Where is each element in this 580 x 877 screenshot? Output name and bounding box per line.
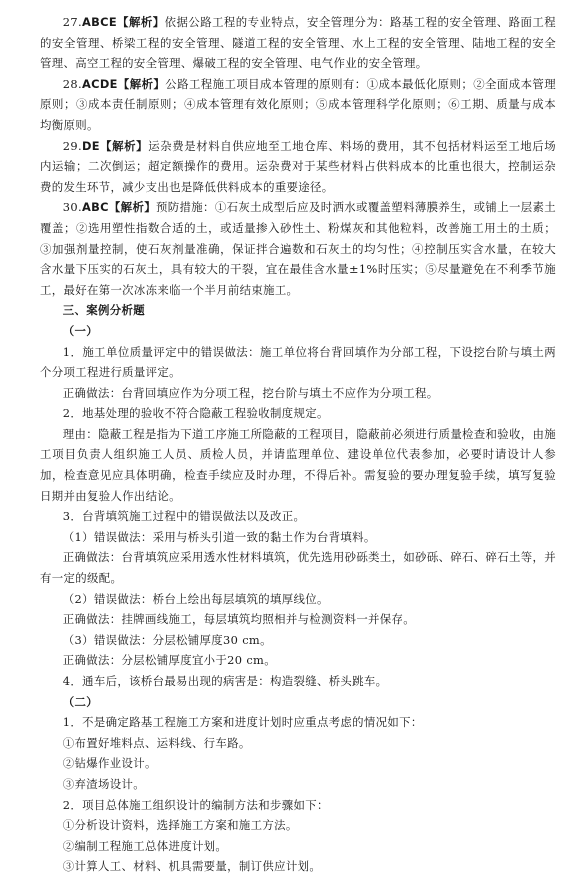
analysis-tag: 【解析】 bbox=[99, 138, 149, 153]
case1-item-3-2-correct: 正确做法：挂牌画线施工，每层填筑均照相并与检测资料一并保存。 bbox=[62, 612, 416, 627]
case1-item-1-correct: 正确做法：台背回填应作为分项工程，挖台阶与填土不应作为分项工程。 bbox=[62, 385, 439, 400]
analysis-tag: 【解析】 bbox=[117, 76, 166, 91]
answer-code: DE bbox=[81, 138, 100, 153]
answer-28 bbox=[40, 74, 556, 136]
case-heading-2: （二） bbox=[62, 694, 99, 709]
answer-27 bbox=[40, 12, 556, 74]
case1-item-3-1-wrong: （1）错误做法：采用与桥头引道一致的黏土作为台背填料。 bbox=[62, 529, 376, 544]
answer-30 bbox=[40, 197, 556, 300]
section-heading: 三、案例分析题 bbox=[62, 303, 145, 318]
analysis-tag: 【解析】 bbox=[117, 15, 165, 29]
case2-item-1-c: ③弃渣场设计。 bbox=[62, 776, 145, 791]
case2-item-2-b: ②编制工程施工总体进度计划。 bbox=[62, 838, 228, 853]
question-number: 28. bbox=[62, 76, 82, 91]
answer-code: ACDE bbox=[81, 76, 118, 91]
case1-item-3-3-correct: 正确做法：分层松铺厚度宜小于20 cm。 bbox=[62, 653, 276, 668]
case1-item-3-3-wrong: （3）错误做法：分层松铺厚度30 cm。 bbox=[62, 632, 272, 647]
analysis-tag: 【解析】 bbox=[108, 200, 156, 215]
case2-item-2-c: ③计算人工、材料、机具需要量，制订供应计划。 bbox=[62, 859, 322, 874]
case1-item-4: 4．通车后，该桥台最易出现的病害是：构造裂缝、桥头跳车。 bbox=[62, 674, 388, 688]
answer-code: ABC bbox=[81, 200, 109, 215]
case1-item-3-1-correct: 正确做法：台背填筑应采用透水性材料填筑，优先选用砂砾类土，如砂砾、碎石、碎石土等，并有一定的级配。 bbox=[40, 550, 556, 586]
case1-item-2-reason: 理由：隐蔽工程是指为下道工序施工所隐蔽的工程项目，隐蔽前必须进行质量检查和验收，由施工项目负责人组织施工人员、质检人员，并请监理单位、建设单位代表参加，必要时请设计人参加，检查意见应具体明确，检查手续应及时办理，不得后补。需复验的要办理复验手续，填写复验日期并由复验人作出结论。 bbox=[40, 426, 556, 503]
answer-code: ABCE bbox=[81, 15, 118, 29]
case1-item-3: 3．台背填筑施工过程中的错误做法以及改正。 bbox=[62, 509, 306, 524]
case1-item-3-2-wrong: （2）错误做法：桥台上绘出每层填筑的填厚线位。 bbox=[62, 591, 329, 606]
case2-item-2-a: ①分析设计资料，选择施工方案和施工方法。 bbox=[62, 818, 298, 833]
answer-text: 运杂费是材料自供应地至工地仓库、料场的费用，其不包括材料运至工地后场内运输；二次倒运；超定额操作的费用。运杂费对于某些材料占供料成本的比重也很大，控制运杂费的发生环节，减少支出也是降低供料成本的重要途径。 bbox=[40, 138, 557, 194]
case-heading-1: （一） bbox=[62, 323, 99, 338]
case2-item-1-a: ①布置好堆料点、运料线、行车路。 bbox=[62, 735, 251, 750]
case2-item-2: 2．项目总体施工组织设计的编制方法和步骤如下： bbox=[62, 797, 329, 812]
question-number: 27. bbox=[62, 15, 82, 29]
answer-text: 公路工程施工项目成本管理的原则有：①成本最低化原则；②全面成本管理原则；③成本责任制原则；④成本管理有效化原则；⑤成本管理科学化原则；⑥工期、质量与成本均衡原则。 bbox=[40, 76, 556, 132]
answer-29 bbox=[40, 136, 556, 198]
case1-item-1: 1．施工单位质量评定中的错误做法：施工单位将台背回填作为分部工程，下设挖台阶与填土两个分项工程进行质量评定。 bbox=[40, 344, 556, 380]
case2-item-1-b: ②钻爆作业设计。 bbox=[62, 756, 157, 771]
question-number: 30. bbox=[62, 200, 82, 215]
question-number: 29. bbox=[62, 138, 82, 153]
answer-text: 依据公路工程的专业特点，安全管理分为：路基工程的安全管理、路面工程的安全管理、桥梁工程的安全管理、隧道工程的安全管理、水上工程的安全管理、陆地工程的安全管理、高空工程的安全管理、爆破工程的安全管理、电气作业的安全管理。 bbox=[40, 15, 556, 71]
case2-item-1: 1．不是确定路基工程施工方案和进度计划时应重点考虑的情况如下： bbox=[62, 715, 423, 730]
case1-item-2: 2．地基处理的验收不符合隐蔽工程验收制度规定。 bbox=[62, 406, 329, 421]
answer-text: 预防措施：①石灰土成型后应及时洒水或覆盖塑料薄膜养生，或铺上一层素土覆盖；②选用塑性指数合适的土，或适量掺入砂性土、粉煤灰和其他粒料，改善施工用土的土质；③加强剂量控制，使石灰剂量准确，保证拌合遍数和石灰土的均匀性；④控制压实含水量，在较大含水量下压实的石灰土，具有较大的干裂，宜在最佳含水量±1%时压实；⑤尽量避免在不利季节施工，最好在第一次冰冻来临一个半月前结束施工。 bbox=[40, 200, 556, 297]
